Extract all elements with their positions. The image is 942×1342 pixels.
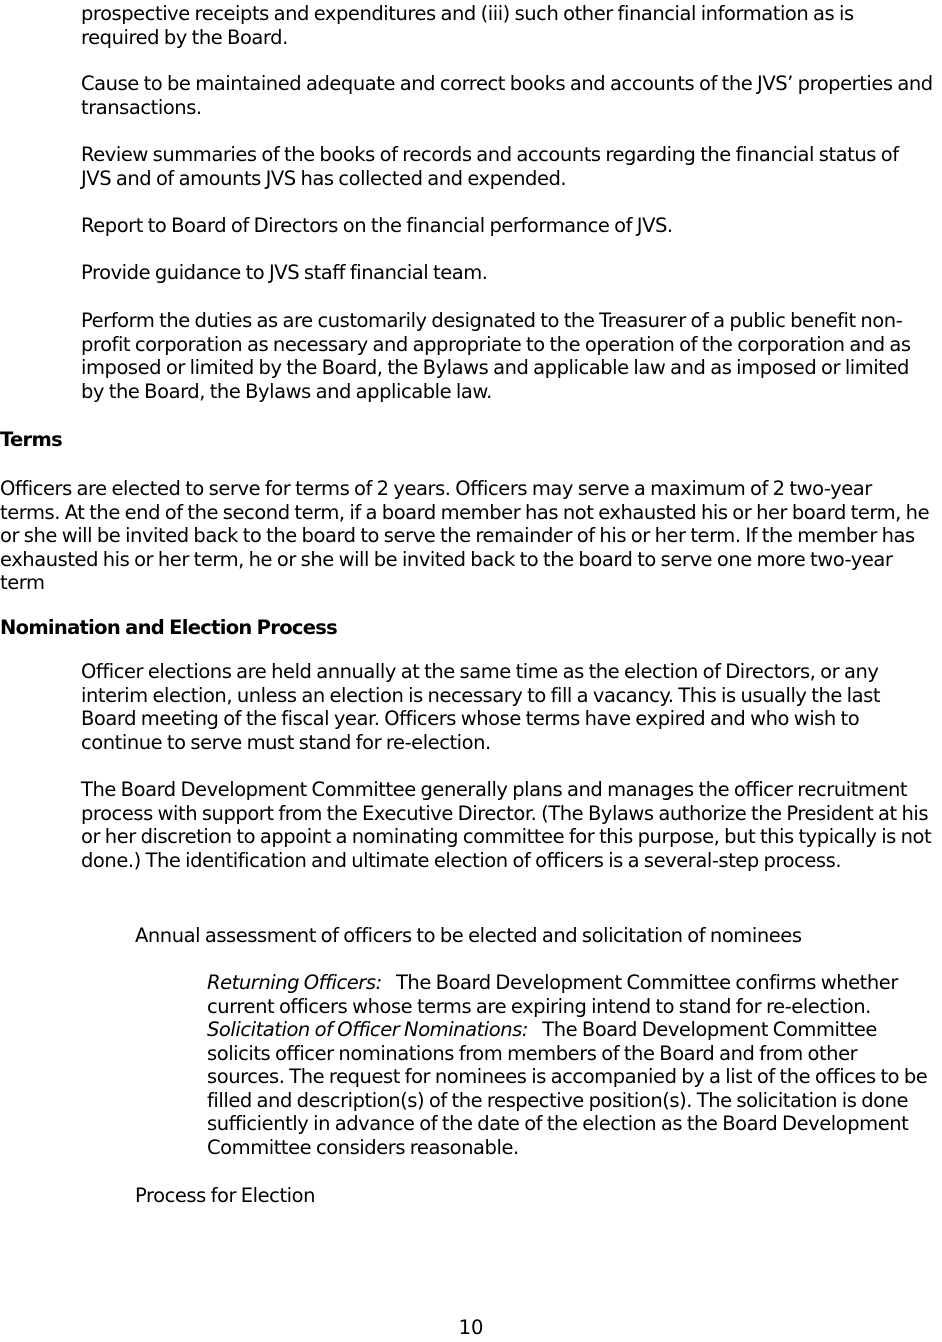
duty-paragraph-5: Provide guidance to JVS staff financial team.: [81, 261, 488, 284]
terms-heading: Terms: [0, 428, 62, 451]
terms-paragraph: Officers are elected to serve for terms of 2 years. Officers may serve a maximum of 2 two-year terms. At the end of the second term, if a board member has not exhausted his or her board term, he or she will be invited back to the board to serve the remainder of his or her term. If the member has exhausted his or her term, he or she will be invited back to the board to serve one more two-year term: [0, 477, 930, 595]
solicitation-text: The Board Development Committee solicits officer nominations from members of the Board and from other sources. The request for nominees is accompanied by a list of the offices to be filled and description(s) of the respective position(s). The solicitation is done sufficiently in advance of the date of the election as the Board Development Committee considers reasonable.: [207, 1018, 928, 1159]
duty-paragraph-3: Review summaries of the books of records and accounts regarding the financial status of JVS and of amounts JVS has collected and expended.: [81, 143, 899, 190]
nomination-heading: Nomination and Election Process: [0, 616, 338, 639]
page-number: 10: [458, 1316, 484, 1339]
duty-paragraph-4: Report to Board of Directors on the financial performance of JVS.: [81, 214, 673, 237]
nomination-paragraph-2: The Board Development Committee generally plans and manages the officer recruitment process with support from the Executive Director. (The Bylaws authorize the President at his or her discretion to appoint a nominating committee for this purpose, but this typically is not done.) The identification and ultimate election of officers is a several-step process.: [81, 778, 932, 872]
duty-paragraph-2: Cause to be maintained adequate and correct books and accounts of the JVS’ properties and transactions.: [81, 72, 933, 119]
solicitation-paragraph: [207, 1018, 932, 1160]
solicitation-label: Solicitation of Officer Nominations:: [207, 1018, 528, 1041]
assessment-heading: Annual assessment of officers to be elected and solicitation of nominees: [135, 924, 802, 947]
process-heading: Process for Election: [135, 1184, 315, 1207]
returning-officers-label: Returning Officers:: [207, 971, 382, 994]
duty-paragraph-6: Perform the duties as are customarily designated to the Treasurer of a public benefit non-profit corporation as necessary and appropriate to the operation of the corporation and as imposed or limited by the Board, the Bylaws and applicable law and as imposed or limited by the Board, the Bylaws and applicable law.: [81, 309, 911, 403]
returning-officers-text: The Board Development Committee confirms whether current officers whose terms are expiring intend to stand for re-election.: [207, 971, 898, 1018]
nomination-paragraph-1: Officer elections are held annually at the same time as the election of Directors, or any interim election, unless an election is necessary to fill a vacancy. This is usually the last Board meeting of the fiscal year. Officers whose terms have expired and who wish to continue to serve must stand for re-election.: [81, 660, 881, 754]
returning-officers-paragraph: [207, 971, 932, 1018]
duty-paragraph-1: prospective receipts and expenditures and (iii) such other financial information as is required by the Board.: [81, 2, 854, 49]
